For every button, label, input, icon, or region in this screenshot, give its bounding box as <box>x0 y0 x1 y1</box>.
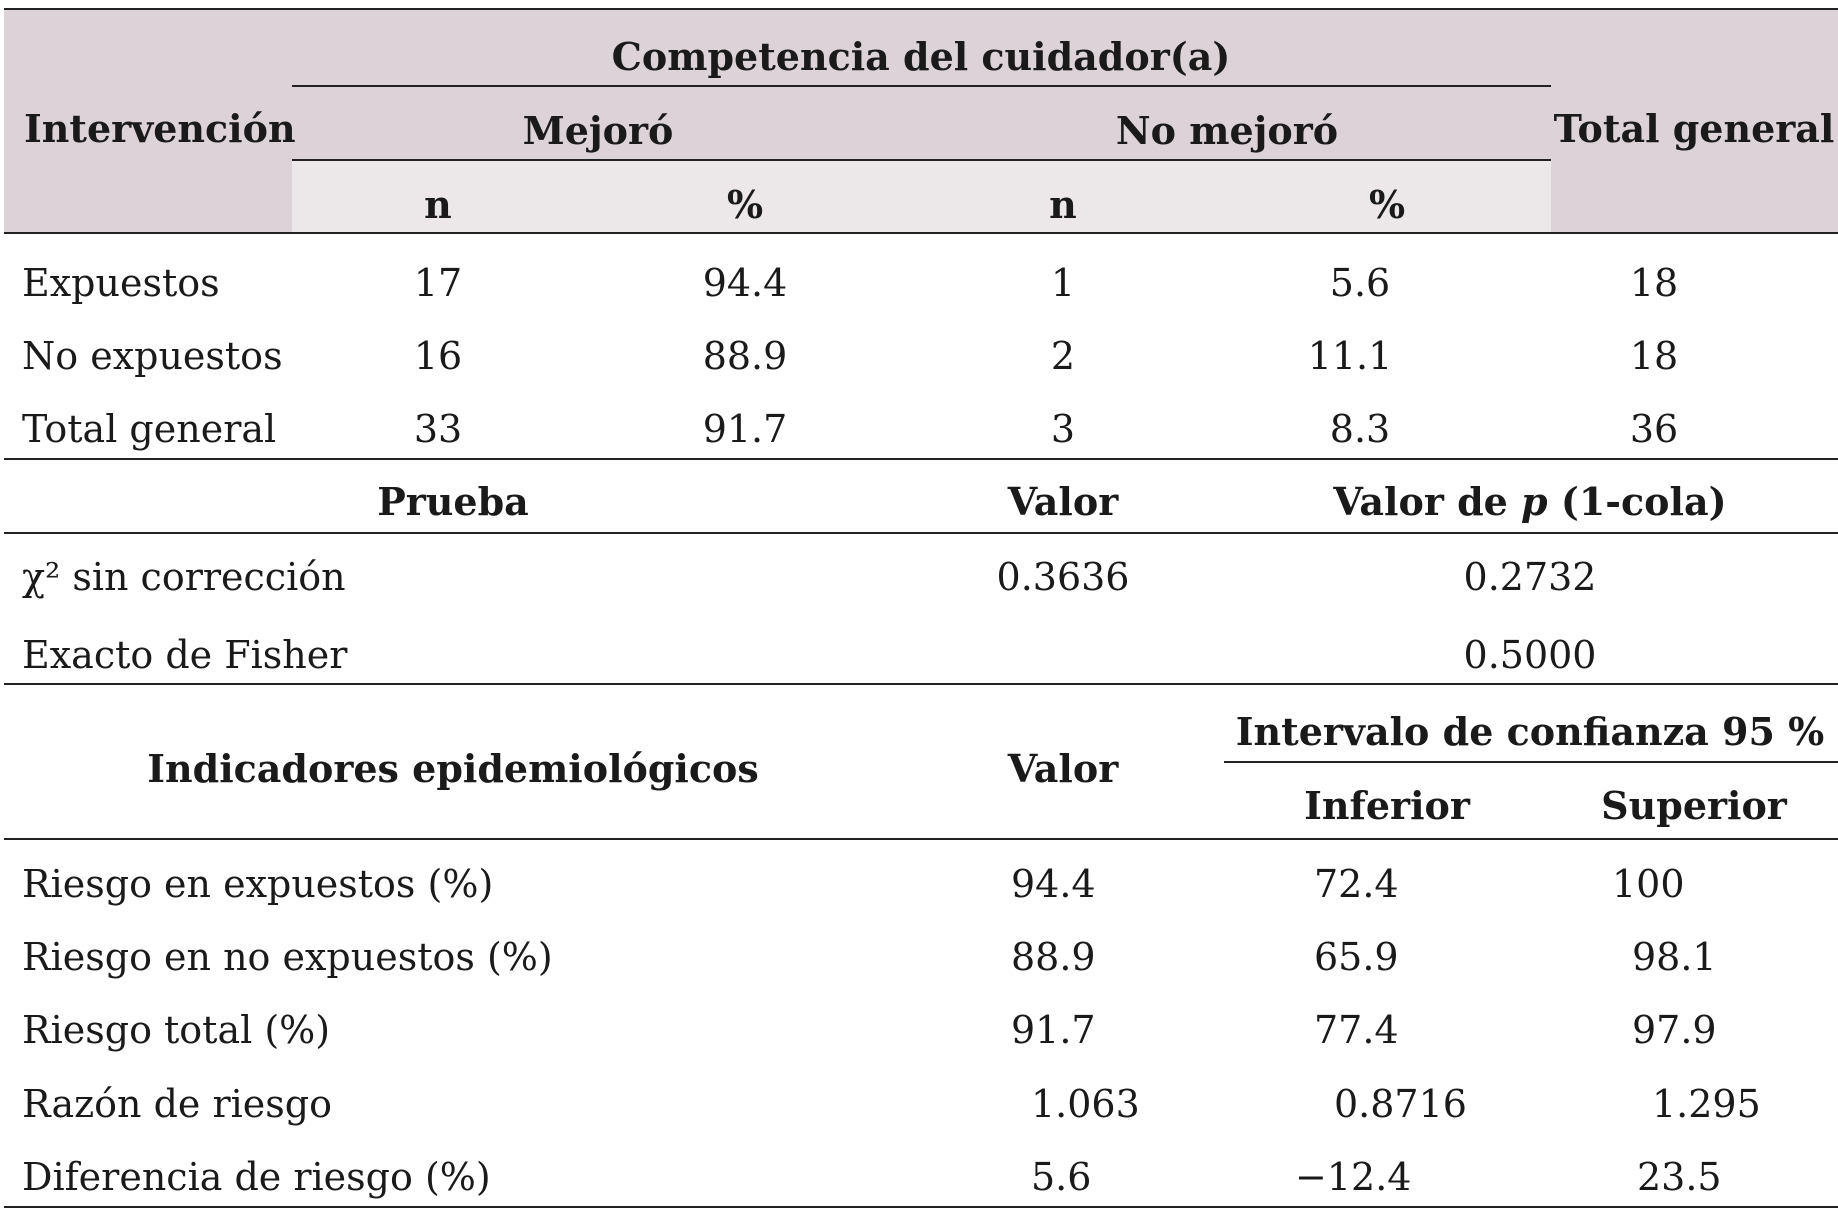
cell-mejoro-pct: 94.4 <box>702 261 788 305</box>
row-label: Razón de riesgo <box>22 1082 332 1126</box>
cell-nomejoro-pct: 11.1 <box>1307 334 1393 378</box>
cell-valor: 88.9 <box>1011 935 1096 979</box>
cell-inferior: 0.8716 <box>1334 1082 1467 1126</box>
header-total-general: Total general <box>1553 106 1835 151</box>
row-label: Riesgo en expuestos (%) <box>22 862 494 906</box>
cell-superior: 97.9 <box>1632 1008 1717 1052</box>
table1-bottom-rule <box>4 458 1838 460</box>
header-competencia: Competencia del cuidador(a) <box>611 34 1231 79</box>
header-inferior: Inferior <box>1304 783 1470 828</box>
row-label: Riesgo total (%) <box>22 1008 331 1052</box>
table3-header-rule <box>4 838 1838 840</box>
cell-nomejoro-pct: 8.3 <box>1329 407 1391 451</box>
header-prueba: Prueba <box>377 479 529 524</box>
cell-mejoro-n: 16 <box>413 334 463 378</box>
row-label: No expuestos <box>22 334 283 378</box>
group-underline <box>292 85 1551 87</box>
header-shade-subcols <box>292 160 1551 233</box>
cell-nomejoro-n: 3 <box>1050 407 1076 451</box>
cell-valor: 94.4 <box>1011 862 1096 906</box>
cell-valor: 91.7 <box>1011 1008 1096 1052</box>
header-mejoro: Mejoró <box>522 108 674 153</box>
header-valor-test: Valor <box>1007 479 1119 524</box>
interval-underline <box>1224 761 1838 763</box>
cell-superior: 23.5 <box>1637 1155 1722 1199</box>
header-intervalo: Intervalo de confianza 95 % <box>1235 709 1825 754</box>
cell-valor: 5.6 <box>1031 1155 1092 1199</box>
cell-superior: 98.1 <box>1632 935 1717 979</box>
cell-inferior: −12.4 <box>1295 1155 1412 1199</box>
cell-inferior: 72.4 <box>1314 862 1399 906</box>
table2-header-rule <box>4 532 1838 534</box>
header-mejoro-pct: % <box>726 182 764 227</box>
cell-mejoro-pct: 91.7 <box>702 407 788 451</box>
header-nomejoro-pct: % <box>1368 182 1406 227</box>
header-nomejoro-n: n <box>1049 182 1077 227</box>
cell-total: 36 <box>1629 407 1679 451</box>
header-intervencion: Intervención <box>24 106 296 151</box>
cell-mejoro-pct: 88.9 <box>702 334 788 378</box>
header-no-mejoro: No mejoró <box>1115 108 1339 153</box>
header-indicadores: Indicadores epidemiológicos <box>147 746 759 791</box>
cell-valor: 0.3636 <box>996 555 1130 599</box>
top-rule <box>4 8 1838 10</box>
header-valor-ind: Valor <box>1007 746 1119 791</box>
subgroup-underline <box>292 159 1551 161</box>
header-bottom-rule <box>4 232 1838 234</box>
cell-nomejoro-n: 1 <box>1050 261 1076 305</box>
header-valor-p-suffix: (1-cola) <box>1547 479 1727 524</box>
cell-nomejoro-n: 2 <box>1050 334 1076 378</box>
cell-p: 0.5000 <box>1463 633 1597 677</box>
header-valor-p-prefix: Valor de <box>1333 479 1522 524</box>
row-label: Diferencia de riesgo (%) <box>22 1155 491 1199</box>
cell-mejoro-n: 17 <box>413 261 463 305</box>
header-mejoro-n: n <box>424 182 452 227</box>
cell-valor: 1.063 <box>1031 1082 1140 1126</box>
cell-inferior: 65.9 <box>1314 935 1399 979</box>
header-valor-p-symbol: p <box>1521 479 1548 524</box>
cell-total: 18 <box>1629 261 1679 305</box>
row-label: χ² sin corrección <box>22 555 346 599</box>
header-valor-p <box>1333 479 1727 524</box>
row-label: Exacto de Fisher <box>22 633 348 677</box>
cell-total: 18 <box>1629 334 1679 378</box>
cell-nomejoro-pct: 5.6 <box>1329 261 1391 305</box>
row-label: Total general <box>22 407 277 451</box>
cell-superior: 1.295 <box>1652 1082 1761 1126</box>
row-label: Expuestos <box>22 261 220 305</box>
row-label: Riesgo en no expuestos (%) <box>22 935 553 979</box>
header-superior: Superior <box>1601 783 1787 828</box>
cell-inferior: 77.4 <box>1314 1008 1399 1052</box>
cell-p: 0.2732 <box>1463 555 1597 599</box>
table2-bottom-rule <box>4 683 1838 685</box>
cell-superior: 100 <box>1612 862 1685 906</box>
cell-mejoro-n: 33 <box>413 407 463 451</box>
